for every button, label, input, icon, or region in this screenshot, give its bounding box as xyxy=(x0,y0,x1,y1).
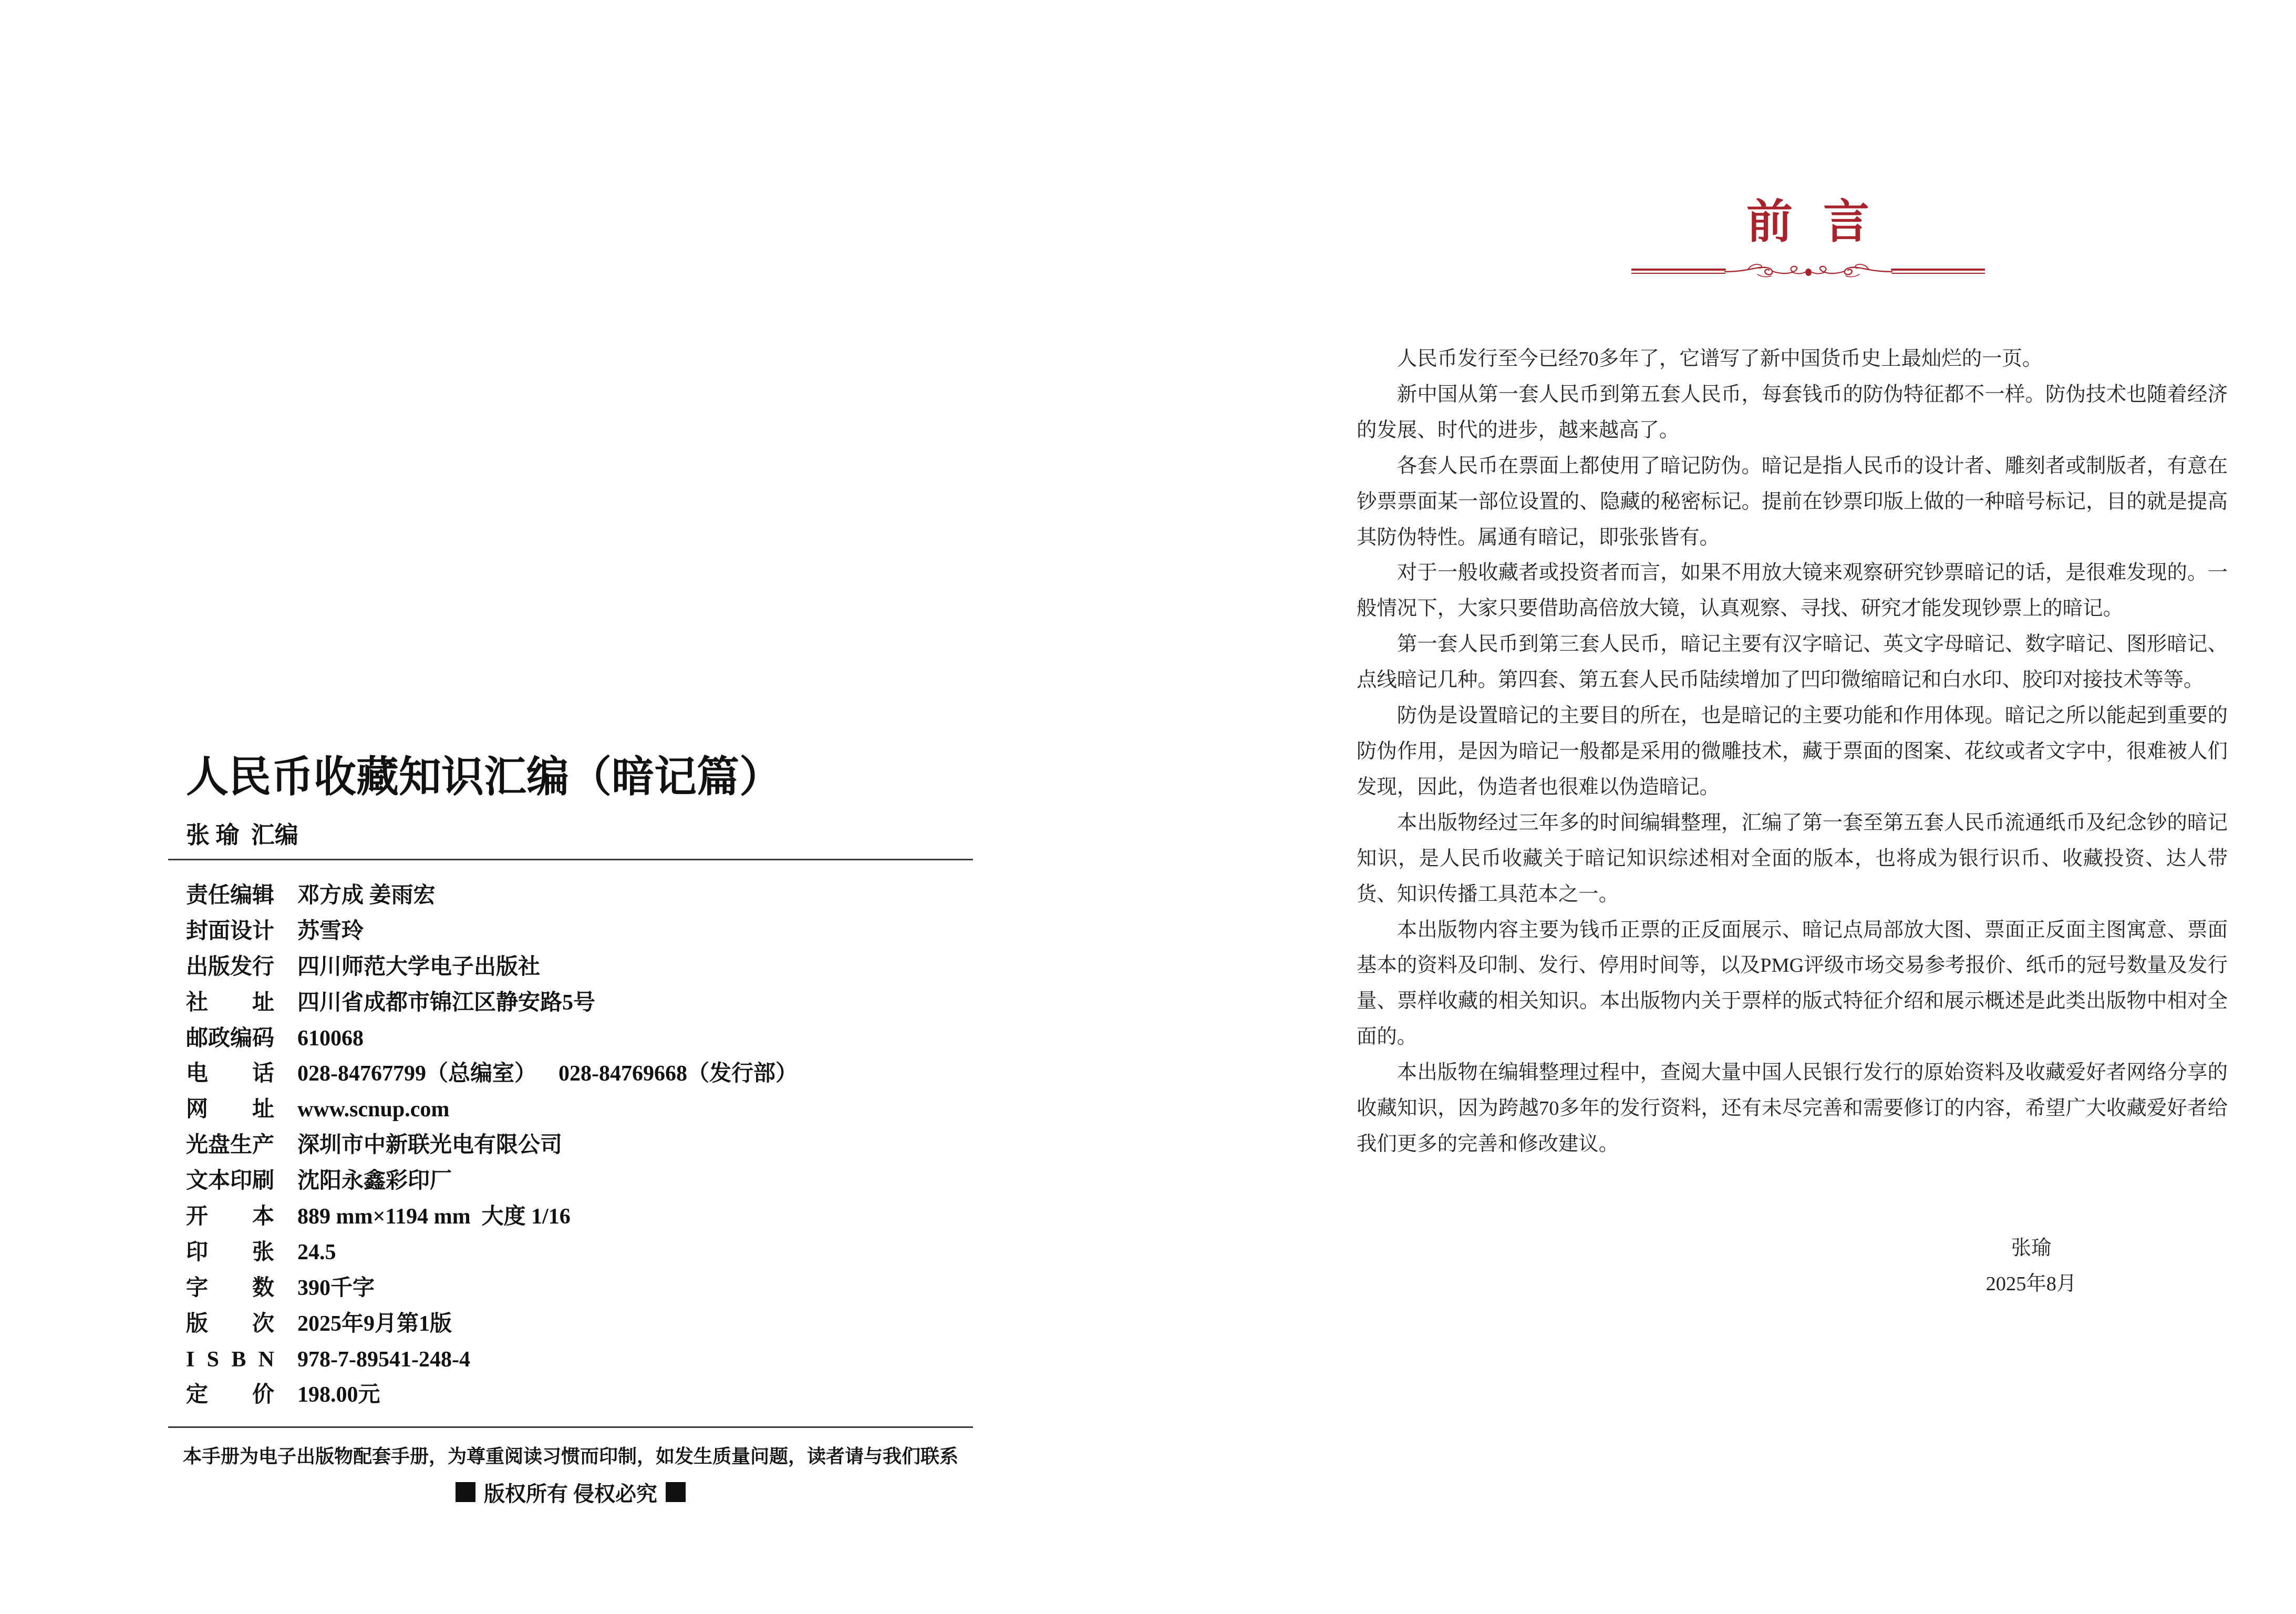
preface-paragraph: 本出版物在编辑整理过程中，查阅大量中国人民银行发行的原始资料及收藏爱好者网络分享的收藏知识，因为跨越70多年的发行资料，还有未尽完善和需要修订的内容，希望广大收藏爱好者给我们更多的完善和修改建议。 xyxy=(1357,1062,2228,1155)
preface-date: 2025年8月 xyxy=(1985,1273,2077,1295)
black-square-icon xyxy=(456,1482,475,1502)
detail-label: 印 张 xyxy=(186,1240,275,1265)
word-count-row xyxy=(186,1271,969,1307)
website-row xyxy=(186,1092,969,1128)
detail-label: 责任编辑 xyxy=(186,883,275,908)
detail-value: 苏雪玲 xyxy=(297,919,364,943)
detail-label: 开 本 xyxy=(186,1205,275,1229)
black-square-icon xyxy=(666,1482,686,1502)
preface-signature: 张瑜 xyxy=(2011,1237,2052,1259)
preface-paragraph: 本出版物内容主要为钱币正票的正反面展示、暗记点局部放大图、票面正反面主图寓意、票面基本的资料及印制、发行、停用时间等，以及PMG评级市场交易参考报价、纸币的冠号数量及发行量、票样收藏的相关知识。本出版物内关于票样的版式特征介绍和展示概述是此类出版物中相对全面的。 xyxy=(1357,919,2228,1048)
postal-code-row xyxy=(186,1021,969,1057)
preface-paragraph: 新中国从第一套人民币到第五套人民币，每套钱币的防伪特征都不一样。防伪技术也随着经济的发展、时代的进步，越来越高了。 xyxy=(1357,383,2228,441)
detail-label: 定 价 xyxy=(186,1383,275,1407)
detail-value: 978-7-89541-248-4 xyxy=(297,1347,470,1372)
printed-sheets-row xyxy=(186,1235,969,1271)
bottom-divider xyxy=(168,1426,973,1428)
address-row xyxy=(186,985,969,1021)
preface-body xyxy=(1357,342,2228,1163)
publication-details xyxy=(186,878,969,1413)
disc-production-row xyxy=(186,1128,969,1164)
detail-value: 沈阳永鑫彩印厂 xyxy=(297,1169,452,1194)
preface-paragraph: 人民币发行至今已经70多年了，它谱写了新中国货币史上最灿烂的一页。 xyxy=(1397,348,2043,370)
ornament-right-flourish xyxy=(1812,264,1985,277)
detail-label: 出版发行 xyxy=(186,954,275,979)
preface-heading: 前言 xyxy=(1746,197,1900,248)
detail-value: 2025年9月第1版 xyxy=(297,1311,452,1336)
detail-value: 24.5 xyxy=(297,1240,336,1265)
detail-label: 版 次 xyxy=(186,1311,275,1336)
copyright-text: 版权所有 侵权必究 xyxy=(484,1482,657,1506)
detail-value: 610068 xyxy=(297,1026,364,1051)
detail-label: 文本印刷 xyxy=(186,1169,275,1194)
detail-label: 邮政编码 xyxy=(186,1026,275,1051)
detail-value: www.scnup.com xyxy=(297,1097,450,1122)
detail-value: 198.00元 xyxy=(297,1383,380,1407)
edition-row xyxy=(186,1307,969,1342)
compiler-credit: 张 瑜 汇编 xyxy=(186,822,298,848)
quality-notice: 本手册为电子出版物配套手册，为尊重阅读习惯而印制，如发生质量问题，读者请与我们联系 xyxy=(182,1446,958,1467)
preface-paragraph: 对于一般收藏者或投资者而言，如果不用放大镜来观察研究钞票暗记的话，是很难发现的。一般情况下，大家只要借助高倍放大镜，认真观察、寻找、研究才能发现钞票上的暗记。 xyxy=(1357,562,2228,620)
detail-label: 电 话 xyxy=(186,1062,275,1086)
detail-label: 网 址 xyxy=(186,1097,275,1122)
preface-paragraph: 防伪是设置暗记的主要目的所在，也是暗记的主要功能和作用体现。暗记之所以能起到重要的防伪作用，是因为暗记一般都是采用的微雕技术，藏于票面的图案、花纹或者文字中，很难被人们发现，因此，伪造者也很难以伪造暗记。 xyxy=(1357,705,2228,798)
cover-design-row xyxy=(186,914,969,950)
detail-label: 封面设计 xyxy=(186,919,275,943)
detail-value: 四川省成都市锦江区静安路5号 xyxy=(297,990,596,1015)
top-divider xyxy=(168,859,973,860)
detail-label: 社 址 xyxy=(186,990,275,1015)
text-printing-row xyxy=(186,1164,969,1199)
detail-label: 字 数 xyxy=(186,1276,275,1300)
detail-label: 光盘生产 xyxy=(186,1133,275,1158)
ornament-divider xyxy=(1631,257,1985,286)
detail-value: 028-84767799（总编室） 028-84769668（发行部） xyxy=(297,1062,798,1086)
copyright-line xyxy=(168,1479,973,1505)
isbn-row xyxy=(186,1342,969,1378)
detail-value: 四川师范大学电子出版社 xyxy=(297,954,541,979)
detail-value: 390千字 xyxy=(297,1276,375,1300)
publisher-row xyxy=(186,950,969,985)
book-title: 人民币收藏知识汇编（暗记篇） xyxy=(186,754,782,801)
price-row xyxy=(186,1377,969,1413)
preface-paragraph: 本出版物经过三年多的时间编辑整理，汇编了第一套至第五套人民币流通纸币及纪念钞的暗记知识，是人民币收藏关于暗记知识综述相对全面的版本，也将成为银行识币、收藏投资、达人带货、知识传播工具范本之一。 xyxy=(1357,811,2228,906)
detail-value: 深圳市中新联光电有限公司 xyxy=(297,1133,563,1158)
ornament-center-dot xyxy=(1805,269,1812,276)
format-row xyxy=(186,1199,969,1235)
preface-paragraph: 第一套人民币到第三套人民币，暗记主要有汉字暗记、英文字母暗记、数字暗记、图形暗记、点线暗记几种。第四套、第五套人民币陆续增加了凹印微缩暗记和白水印、胶印对接技术等等。 xyxy=(1357,633,2228,692)
responsible-editor-row xyxy=(186,878,969,914)
detail-label: I S B N xyxy=(186,1347,274,1372)
preface-paragraph: 各套人民币在票面上都使用了暗记防伪。暗记是指人民币的设计者、雕刻者或制版者，有意在钞票票面某一部位设置的、隐藏的秘密标记。提前在钞票印版上做的一种暗号标记，目的就是提高其防伪特性。属通有暗记，即张张皆有。 xyxy=(1357,455,2228,549)
detail-value: 889 mm×1194 mm 大度 1/16 xyxy=(297,1205,571,1229)
ornament-left-flourish xyxy=(1631,264,1805,277)
detail-value: 邓方成 姜雨宏 xyxy=(297,883,436,908)
phone-row xyxy=(186,1056,969,1092)
